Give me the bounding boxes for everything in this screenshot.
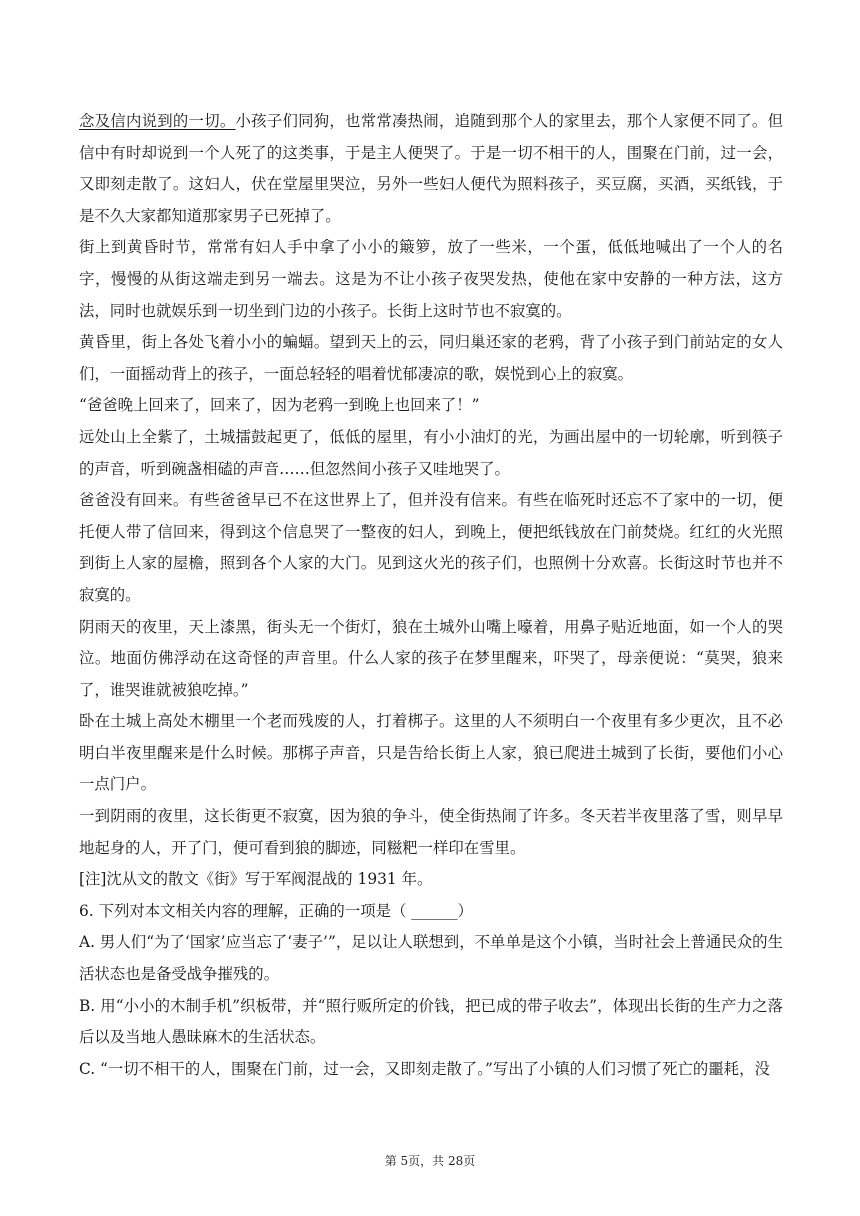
paragraph-text: C. “一切不相干的人，围聚在门前，过一会，又即刻走散了。”写出了小镇的人们习惯了死亡的噩耗，没 <box>79 1059 770 1078</box>
paragraph-2 <box>79 232 783 327</box>
page-number-label: 第 5页，共 28页 <box>384 1154 476 1168</box>
paragraph-4 <box>79 390 783 422</box>
paragraph-text: [注]沈从文的散文《街》写于军阀混战的 1931 年。 <box>79 870 433 889</box>
paragraph-3 <box>79 327 783 390</box>
paragraph-text: B. 用“小小的木制手机”织板带，并“照行贩所定的价钱，把已成的带子收去”，体现出长街的生产力之落后以及当地人愚昧麻木的生活状态。 <box>79 996 783 1047</box>
page-footer <box>0 1152 860 1169</box>
paragraph-text: “爸爸晚上回来了，回来了，因为老鸦一到晚上也回来了！” <box>79 396 480 415</box>
paragraph-text: 6. 下列对本文相关内容的理解，正确的一项是（ ______） <box>79 901 473 920</box>
document-body <box>79 106 783 1085</box>
paragraph-text: 阴雨天的夜里，天上漆黑，街头无一个街灯，狼在土城外山嘴上嚎着，用鼻子贴近地面，如一个人的哭泣。地面仿佛浮动在这奇怪的声音里。什么人家的孩子在梦里醒来，吓哭了，母亲便说：“莫哭，狼来了，谁哭谁就被狼吃掉。” <box>79 617 783 699</box>
note-paragraph <box>79 864 783 896</box>
paragraph-text: 卧在土城上高处木棚里一个老而残废的人，打着梆子。这里的人不须明白一个夜里有多少更次，且不必明白半夜里醒来是什么时候。那梆子声音，只是告给长街上人家，狼已爬进土城到了长街，要他们小心一点门户。 <box>79 712 783 794</box>
paragraph-text: 一到阴雨的夜里，这长街更不寂寞，因为狼的争斗，使全街热闹了许多。冬天若半夜里落了雪，则早早地起身的人，开了门，便可看到狼的脚迹，同糍粑一样印在雪里。 <box>79 807 783 857</box>
paragraph-6 <box>79 485 783 611</box>
option-a <box>79 927 783 990</box>
paragraph-7 <box>79 612 783 707</box>
paragraph-text: 黄昏里，街上各处飞着小小的蝙蝠。望到天上的云，同归巢还家的老鸦，背了小孩子到门前站定的女人们，一面摇动背上的孩子，一面总轻轻的唱着忧郁凄凉的歌，娱悦到心上的寂寞。 <box>79 333 783 383</box>
paragraph-5 <box>79 422 783 485</box>
option-b <box>79 991 783 1054</box>
option-c <box>79 1054 783 1086</box>
underlined-text: 念及信内说到的一切。 <box>79 112 236 130</box>
paragraph-8 <box>79 706 783 801</box>
question-stem <box>79 896 783 928</box>
paragraph-text: 爸爸没有回来。有些爸爸早已不在这世界上了，但并没有信来。有些在临死时还忘不了家中的一切，便托便人带了信回来，得到这个信息哭了一整夜的妇人，到晚上，便把纸钱放在门前焚烧。红红的火光照到街上人家的屋檐，照到各个人家的大门。见到这火光的孩子们，也照例十分欢喜。长街这时节也并不寂寞的。 <box>79 491 783 604</box>
paragraph-1 <box>79 106 783 232</box>
paragraph-9 <box>79 801 783 864</box>
paragraph-text: 街上到黄昏时节，常常有妇人手中拿了小小的簸箩，放了一些米，一个蛋，低低地喊出了一个人的名字，慢慢的从街这端走到另一端去。这是为不让小孩子夜哭发热，使他在家中安静的一种方法，这方法，同时也就娱乐到一切坐到门边的小孩子。长街上这时节也不寂寞的。 <box>79 238 783 320</box>
paragraph-text: 小孩子们同狗，也常常凑热闹，追随到那个人的家里去，那个人家便不同了。但信中有时却说到一个人死了的这类事，于是主人便哭了。于是一切不相干的人，围聚在门前，过一会，又即刻走散了。这妇人，伏在堂屋里哭泣，另外一些妇人便代为照料孩子，买豆腐，买酒，买纸钱，于是不久大家都知道那家男子已死掉了。 <box>79 112 783 225</box>
paragraph-text: 远处山上全紫了，土城擂鼓起更了，低低的屋里，有小小油灯的光，为画出屋中的一切轮廓，听到筷子的声音，听到碗盏相磕的声音……但忽然间小孩子又哇地哭了。 <box>79 427 783 478</box>
paragraph-text: A. 男人们“为了‘国家’应当忘了‘妻子’”，足以让人联想到，不单单是这个小镇，当时社会上普通民众的生活状态也是备受战争摧残的。 <box>79 933 783 984</box>
